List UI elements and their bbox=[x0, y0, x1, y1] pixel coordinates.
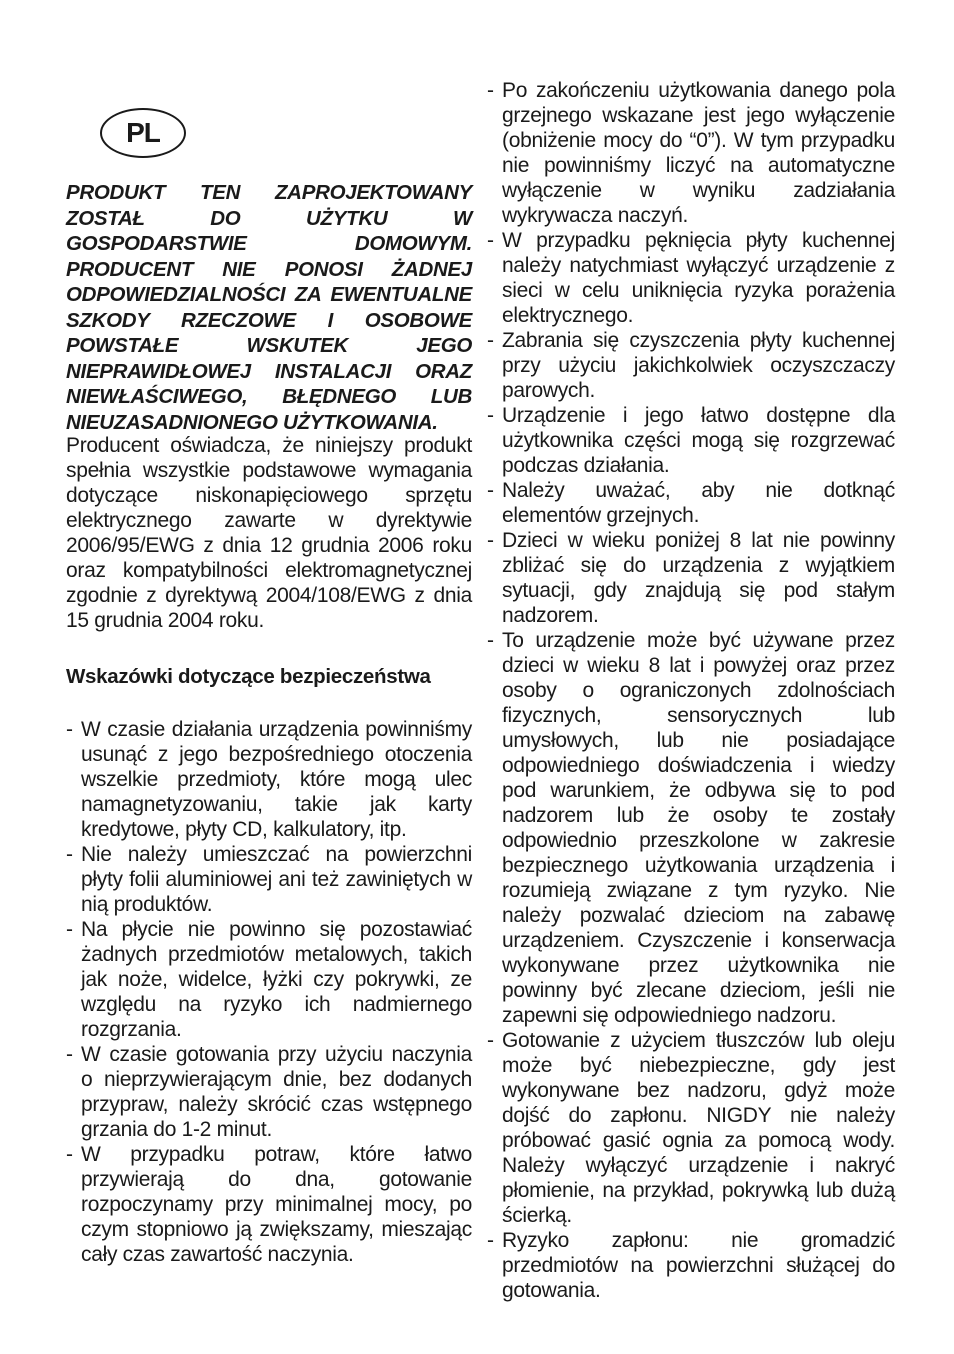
list-item: - W czasie działania urządzenia powinniśmy usunąć z jego bezpośredniego otoczenia wszelkie przedmioty, które mogą ulec namagnetyzowaniu, takie jak karty kredytowe, płyty CD, kalkulatory, itp. bbox=[66, 717, 472, 842]
list-item: - Na płycie nie powinno się pozostawiać żadnych przedmiotów metalowych, takich jak noże, widelce, łyżki czy pokrywki, ze względu na ryzyko ich nadmiernego rozgrzania. bbox=[66, 917, 472, 1042]
list-item: - Należy uważać, aby nie dotknąć elementów grzejnych. bbox=[487, 478, 895, 528]
list-item: - Po zakończeniu użytkowania danego pola grzejnego wskazane jest jego wyłączenie (obniżenie mocy do “0”). W tym przypadku nie powinniśmy liczyć na automatyczne wyłączenie w wyniku zadziałania wykrywacza naczyń. bbox=[487, 78, 895, 228]
liability-warning: PRODUKT TEN ZAPROJEKTOWANY ZOSTAŁ DO UŻYTKU W GOSPODARSTWIE DOMOWYM. PRODUCENT NIE PONOSI ŻADNEJ ODPOWIEDZIALNOŚCI ZA EWENTUALNE SZKODY RZECZOWE I OSOBOWE POWSTAŁE WSKUTEK JEGO NIEPRAWIDŁOWEJ INSTALACJI ORAZ NIEWŁAŚCIWEGO, BŁĘDNEGO LUB NIEUZASADNIONEGO UŻYTKOWANIA. bbox=[66, 181, 472, 434]
safety-list-left bbox=[66, 717, 472, 1267]
safety-list-right bbox=[487, 78, 895, 1303]
list-item: - W przypadku potraw, które łatwo przywierają do dna, gotowanie rozpoczynamy przy minimalnej mocy, po czym stopniowo ją zwiększamy, mieszając cały czas zawartość naczynia. bbox=[66, 1142, 472, 1267]
conformity-statement: Producent oświadcza, że niniejszy produkt spełnia wszystkie podstawowe wymagania dotyczące niskonapięciowego sprzętu elektrycznego zawarte w dyrektywie 2006/95/EWG z dnia 12 grudnia 2006 roku oraz kompatybilności elektromagnetycznej zgodnie z dyrektywą 2004/108/EWG z dnia 15 grudnia 2004 roku. bbox=[66, 434, 472, 632]
list-item: - W czasie gotowania przy użyciu naczynia o nieprzywierającym dnie, bez dodanych przypraw, należy skrócić czas wstępnego grzania do 1-2 minut. bbox=[66, 1042, 472, 1142]
list-item: - Dzieci w wieku poniżej 8 lat nie powinny zbliżać się do urządzenia z wyjątkiem sytuacji, gdy znajdują się pod stałym nadzorem. bbox=[487, 528, 895, 628]
list-item: - W przypadku pęknięcia płyty kuchennej należy natychmiast wyłączyć urządzenie z sieci w celu uniknięcia ryzyka porażenia elektrycznego. bbox=[487, 228, 895, 328]
list-item: - Gotowanie z użyciem tłuszczów lub oleju może być niebezpieczne, gdy jest wykonywane bez nadzoru, gdyż może dojść do zapłonu. NIGDY nie należy próbować gasić ognia za pomocą wody. Należy wyłączyć urządzenie i nakryć płomienie, na przykład, pokrywką lub dużą ścierką. bbox=[487, 1028, 895, 1228]
list-item: - Ryzyko zapłonu: nie gromadzić przedmiotów na powierzchni służącej do gotowania. bbox=[487, 1228, 895, 1303]
list-item: - To urządzenie może być używane przez dzieci w wieku 8 lat i powyżej oraz przez osoby o ograniczonych zdolnościach fizycznych, sensorycznych lub umysłowych, lub nie posiadające odpowiedniego doświadczenia i wiedzy pod warunkiem, że odbywa się to pod nadzorem lub że osoby te zostały odpowiednio przeszkolone w zakresie bezpiecznego użytkowania urządzenia i rozumieją związane z tym ryzyko. Nie należy pozwalać dzieciom na zabawę urządzeniem. Czyszczenie i konserwacja wykonywane przez użytkownika nie powinny być zlecane dzieciom, jeśli nie zapewni się odpowiedniego nadzoru. bbox=[487, 628, 895, 1028]
list-item: - Zabrania się czyszczenia płyty kuchennej przy użyciu jakichkolwiek oczyszczaczy parowych. bbox=[487, 328, 895, 403]
language-badge: PL bbox=[100, 108, 186, 158]
list-item: - Urządzenie i jego łatwo dostępne dla użytkownika części mogą się rozgrzewać podczas działania. bbox=[487, 403, 895, 478]
list-item: - Nie należy umieszczać na powierzchni płyty folii aluminiowej ani też zawiniętych w nią produktów. bbox=[66, 842, 472, 917]
safety-heading: Wskazówki dotyczące bezpieczeństwa bbox=[66, 665, 431, 688]
